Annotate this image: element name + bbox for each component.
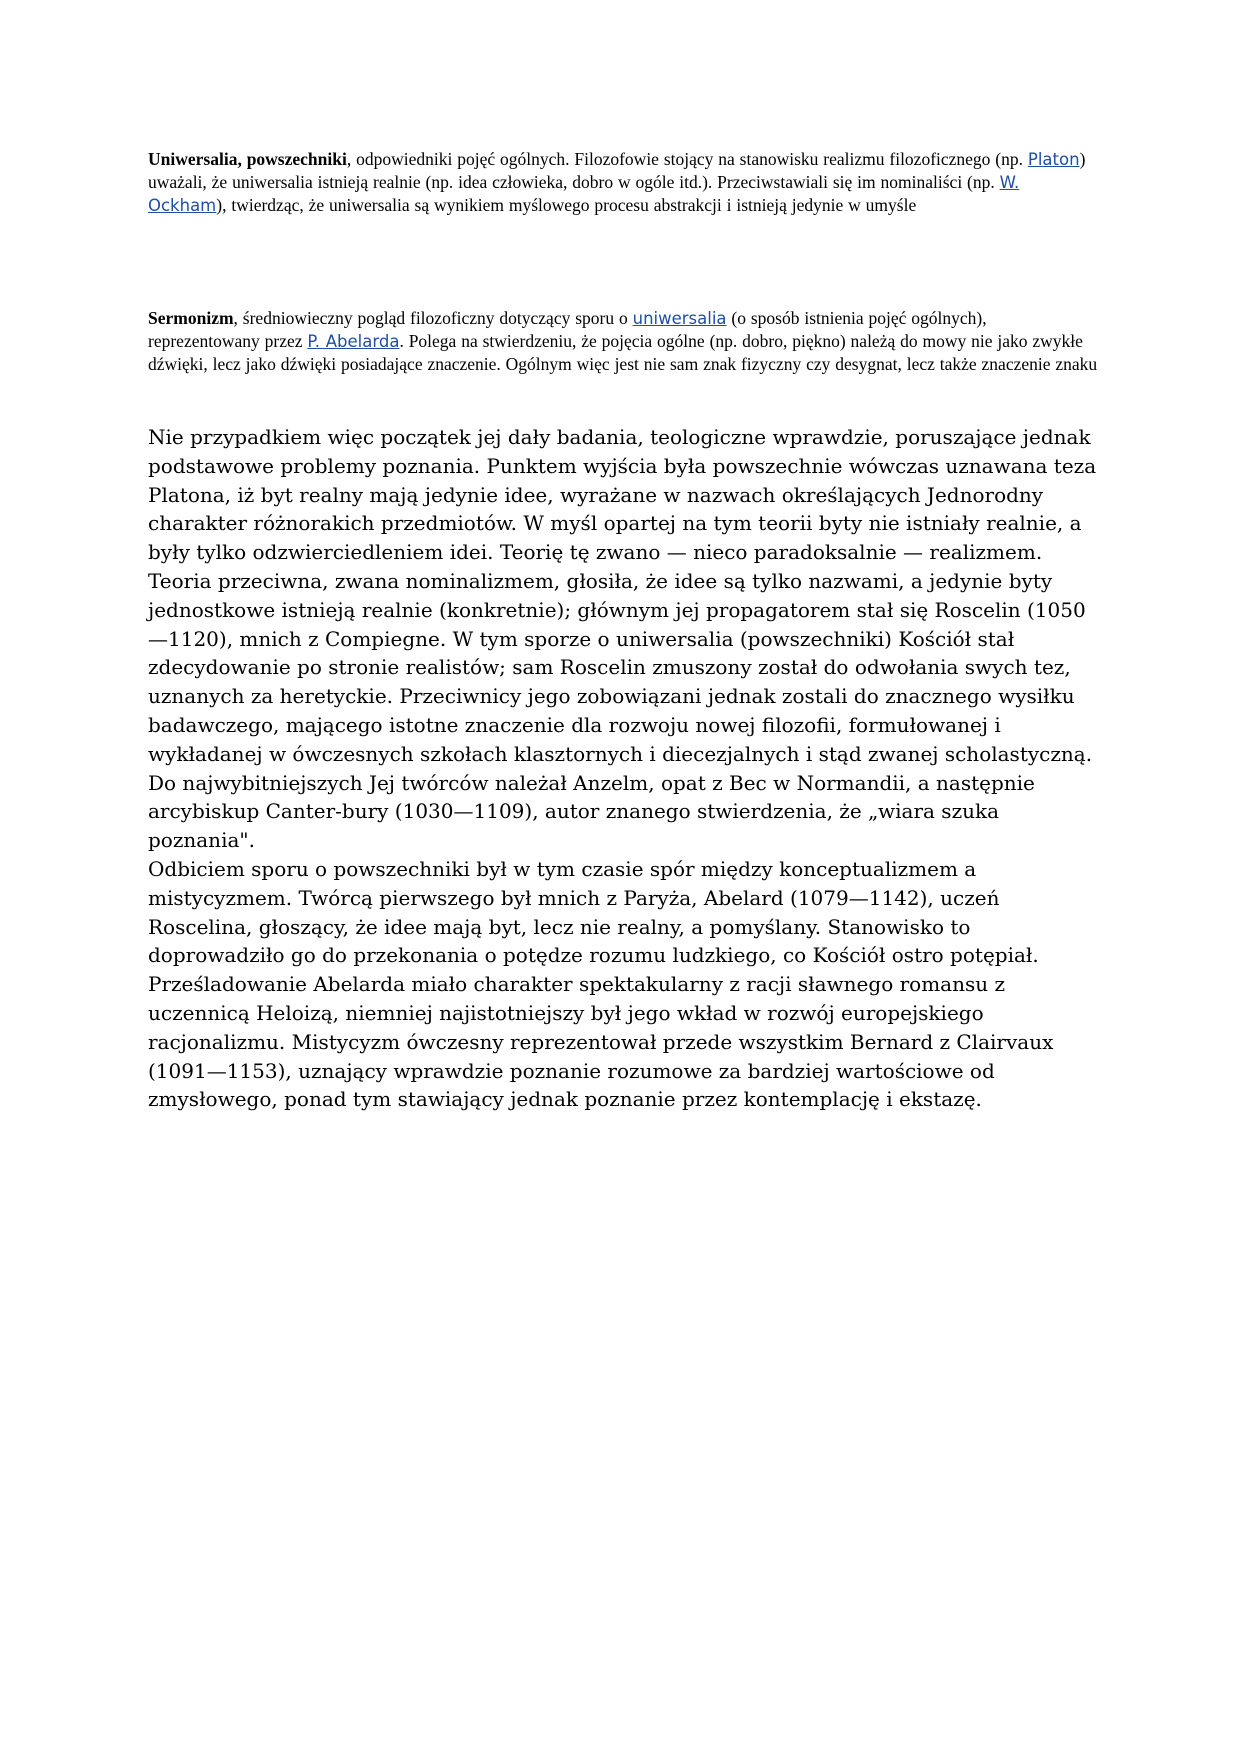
definition-text: ), twierdząc, że uniwersalia są wynikiem myślowego procesu abstrakcji i istnieją jedynie w umyśle [216, 195, 917, 215]
term-sermonizm: Sermonizm [148, 308, 234, 328]
main-text [148, 423, 1098, 1114]
definition-text: (o sposób istnienia pojęć ogólnych), reprezentowany przez [148, 308, 987, 351]
link-ockham[interactable]: W. Ockham [148, 173, 1020, 215]
definition-text: , odpowiedniki pojęć ogólnych. Filozofowie stojący na stanowisku realizmu filozoficznego (np. [346, 149, 1028, 169]
link-uniwersalia[interactable]: uniwersalia [632, 309, 727, 328]
definition-sermonizm [148, 307, 1098, 376]
link-platon[interactable]: Platon [1027, 150, 1080, 169]
definition-text: ) uważali, że uniwersalia istnieją realnie (np. idea człowieka, dobro w ogóle itd.). Przeciwstawiali się im nominaliści (np. [148, 149, 1086, 192]
link-abelard[interactable]: P. Abelarda [307, 332, 400, 351]
body-paragraph-2: Odbiciem sporu o powszechniki był w tym czasie spór między konceptualizmem a mistycyzmem. Twórcą pierwszego był mnich z Paryża, Abelard (1079—1142), uczeń Roscelina, głoszący, że idee mają byt, lecz nie realny, a pomyślany. Stanowisko to doprowadziło go do przekonania o potędze rozumu ludzkiego, co Kościół ostro potępiał. Prześladowanie Abelarda miało charakter spektakularny z racji sławnego romansu z uczennicą Heloizą, niemniej najistotniejszy był jego wkład w rozwój europejskiego racjonalizmu. Mistycyzm ówczesny reprezentował przede wszystkim Bernard z Clairvaux (1091—1153), uznający wprawdzie poznanie rozumowe za bardziej wartościowe od zmysłowego, ponad tym stawiający jednak poznanie przez kontemplację i ekstazę. [148, 856, 1054, 1112]
term-uniwersalia: Uniwersalia, powszechniki [148, 149, 347, 169]
body-paragraph-1: Nie przypadkiem więc początek jej dały badania, teologiczne wprawdzie, poruszające jednak podstawowe problemy poznania. Punktem wyjścia była powszechnie wówczas uznawana teza Platona, iż byt realny mają jedynie idee, wyrażane w nazwach określających Jednorodny charakter różnorakich przedmiotów. W myśl opartej na tym teorii byty nie istniały realnie, a były tylko odzwierciedleniem idei. Teorię tę zwano — nieco paradoksalnie — realizmem. Teoria przeciwna, zwana nominalizmem, głosiła, że idee są tylko nazwami, a jedynie byty jednostkowe istnieją realnie (konkretnie); głównym jej propagatorem stał się Roscelin (1050—1120), mnich z Compiegne. W tym sporze o uniwersalia (powszechniki) Kościół stał zdecydowanie po stronie realistów; sam Roscelin zmuszony został do odwołania swych tez, uznanych za heretyckie. Przeciwnicy jego zobowiązani jednak zostali do znacznego wysiłku badawczego, mającego istotne znaczenie dla rozwoju nowej filozofii, formułowanej i wykładanej w ówczesnych szkołach klasztornych i diecezjalnych i stąd zwanej scholastyczną. Do najwybitniejszych Jej twórców należał Anzelm, opat z Bec w Normandii, a następnie arcybiskup Canter-bury (1030—1109), autor znanego stwierdzenia, że „wiara szuka poznania". [148, 425, 1097, 853]
definition-text: , średniowieczny pogląd filozoficzny dotyczący sporu o [233, 308, 633, 328]
definition-uniwersalia [148, 148, 1098, 217]
definition-text: . Polega na stwierdzeniu, że pojęcia ogólne (np. dobro, piękno) należą do mowy nie jako zwykłe dźwięki, lecz jako dźwięki posiadające znaczenie. Ogólnym więc jest nie sam znak fizyczny czy desygnat, lecz także znaczenie znaku [148, 331, 1098, 374]
